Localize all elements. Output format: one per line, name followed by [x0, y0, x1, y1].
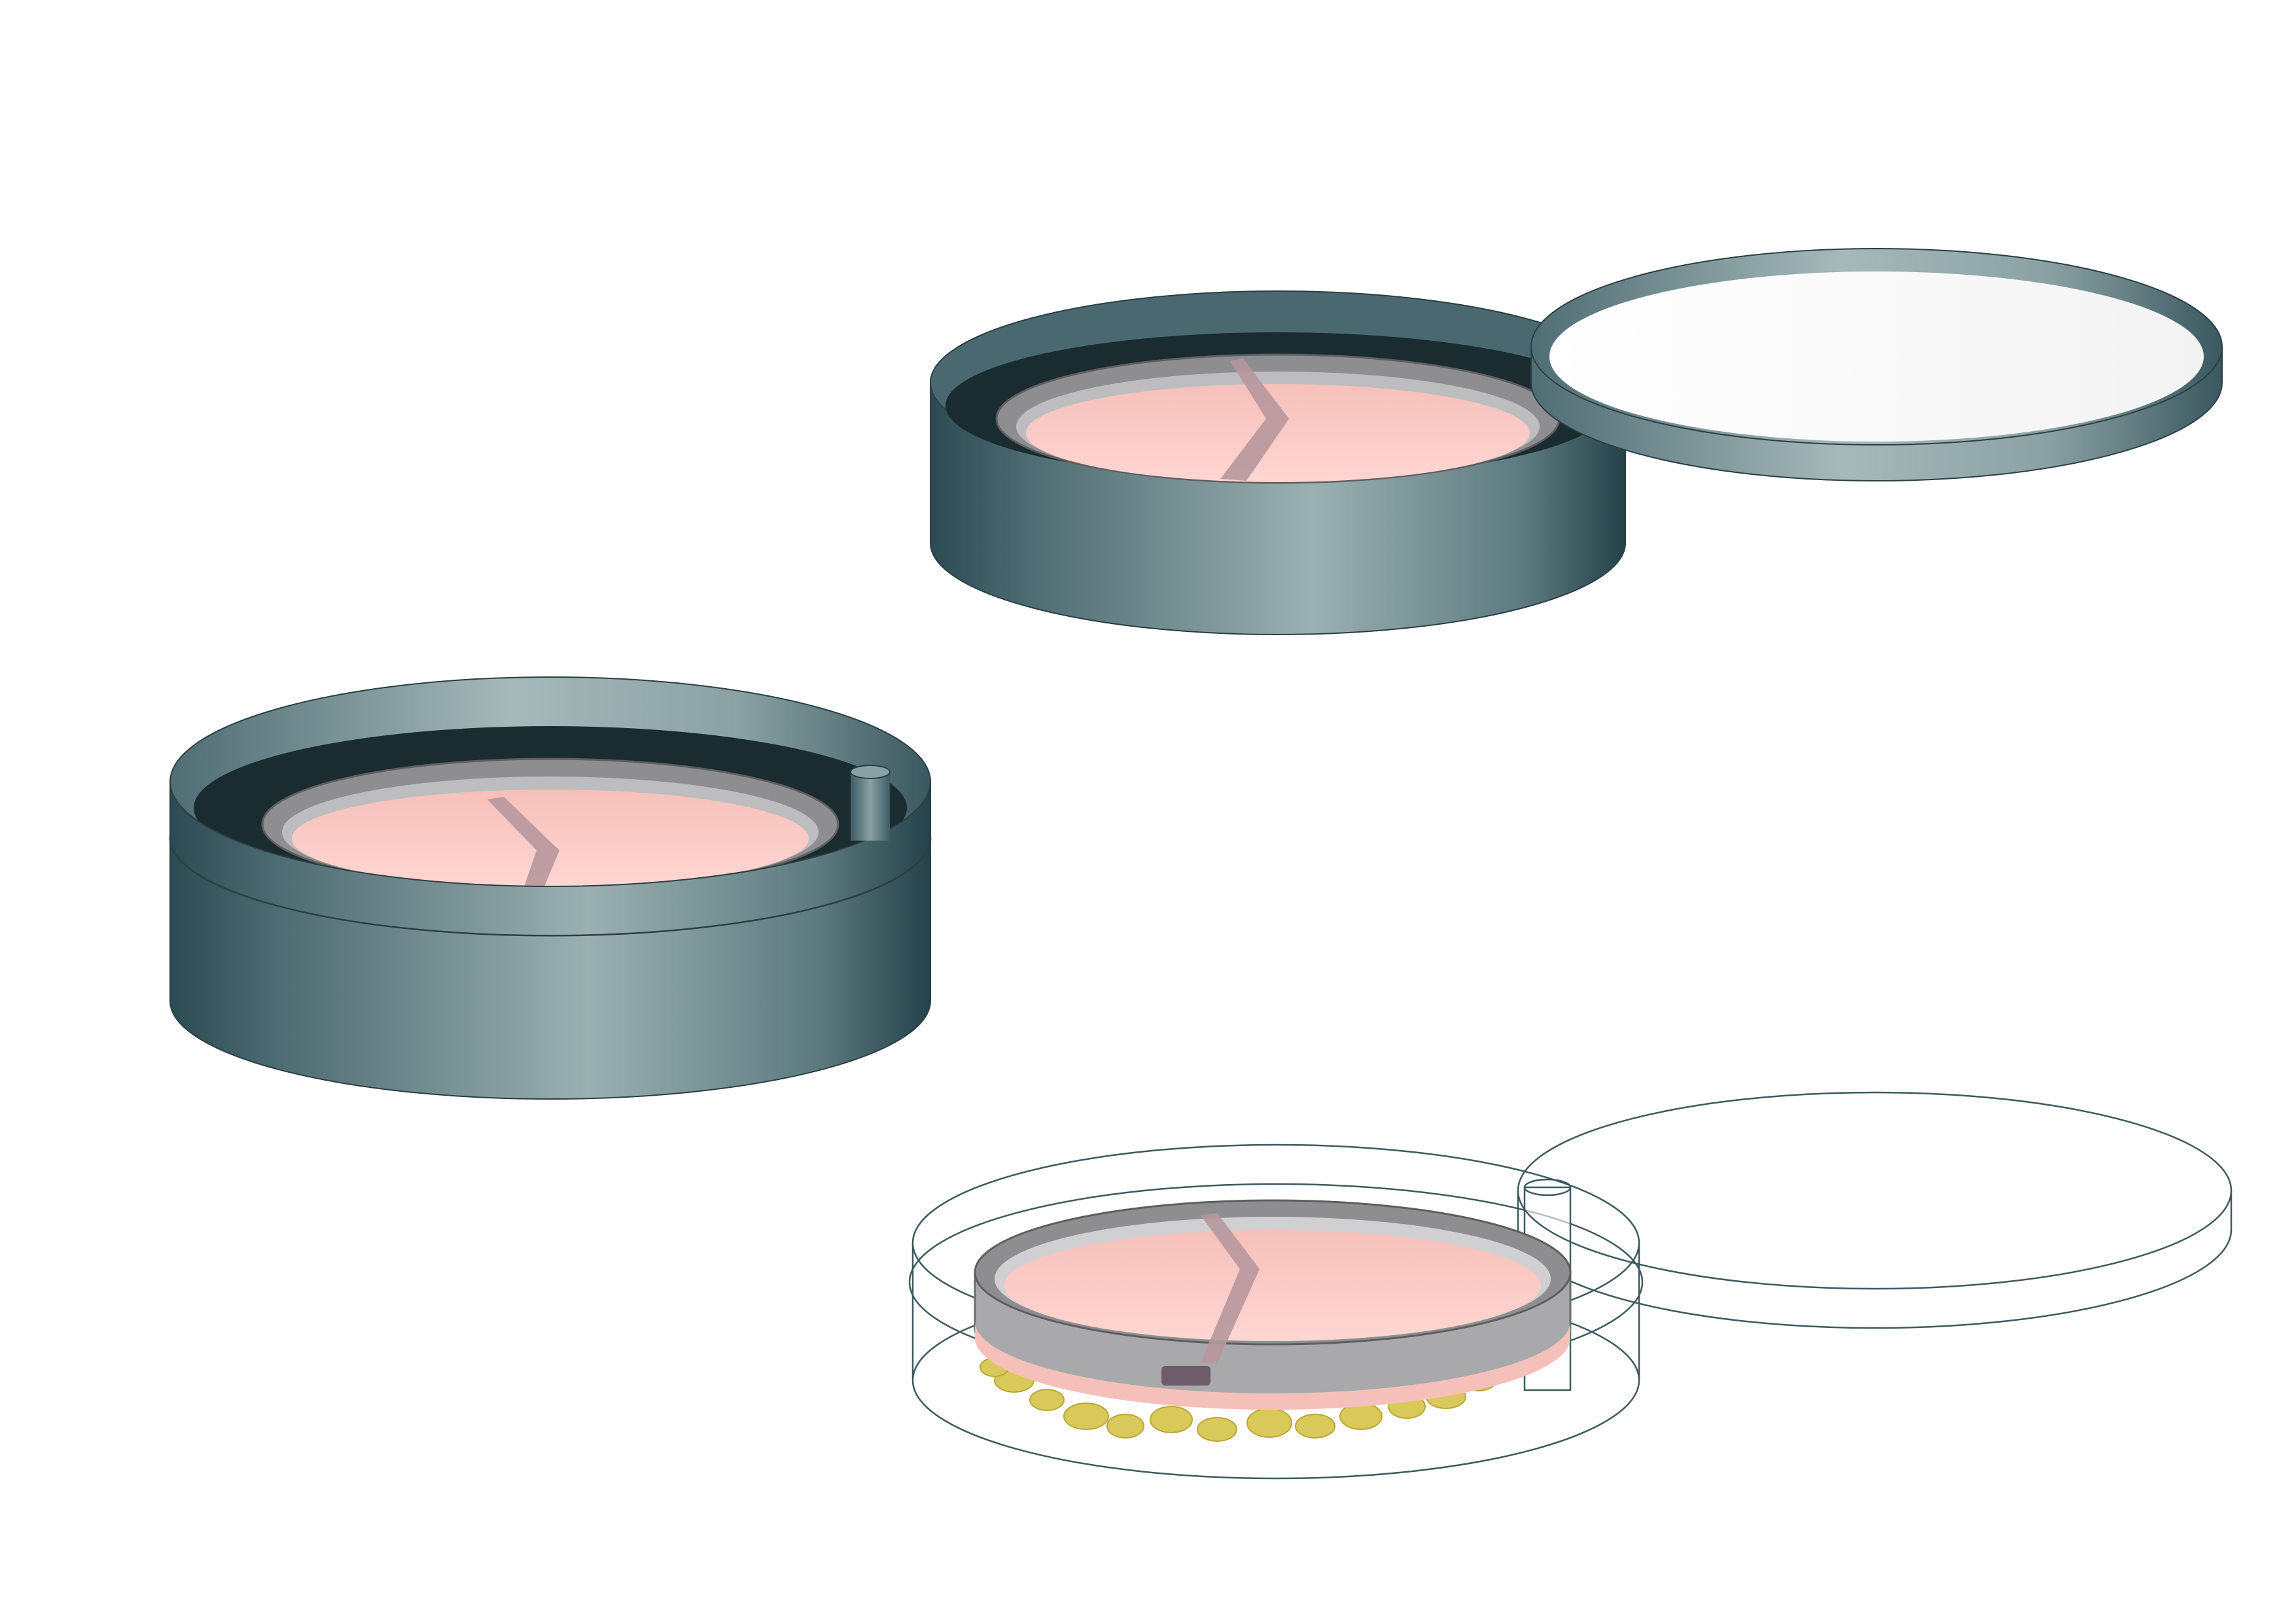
- open-hinged-lid: [1531, 249, 2222, 481]
- xray-pink-pan: [1004, 1230, 1541, 1341]
- open-case-view: [930, 249, 2222, 635]
- closed-case-view: [170, 677, 930, 1099]
- xray-clasp: [1161, 1366, 1210, 1386]
- closed-hinge-pin: [851, 765, 890, 841]
- xray-internals: [975, 1200, 1570, 1441]
- xray-hinged-lid: [1518, 1092, 2231, 1328]
- closed-pink-pan: [292, 790, 809, 888]
